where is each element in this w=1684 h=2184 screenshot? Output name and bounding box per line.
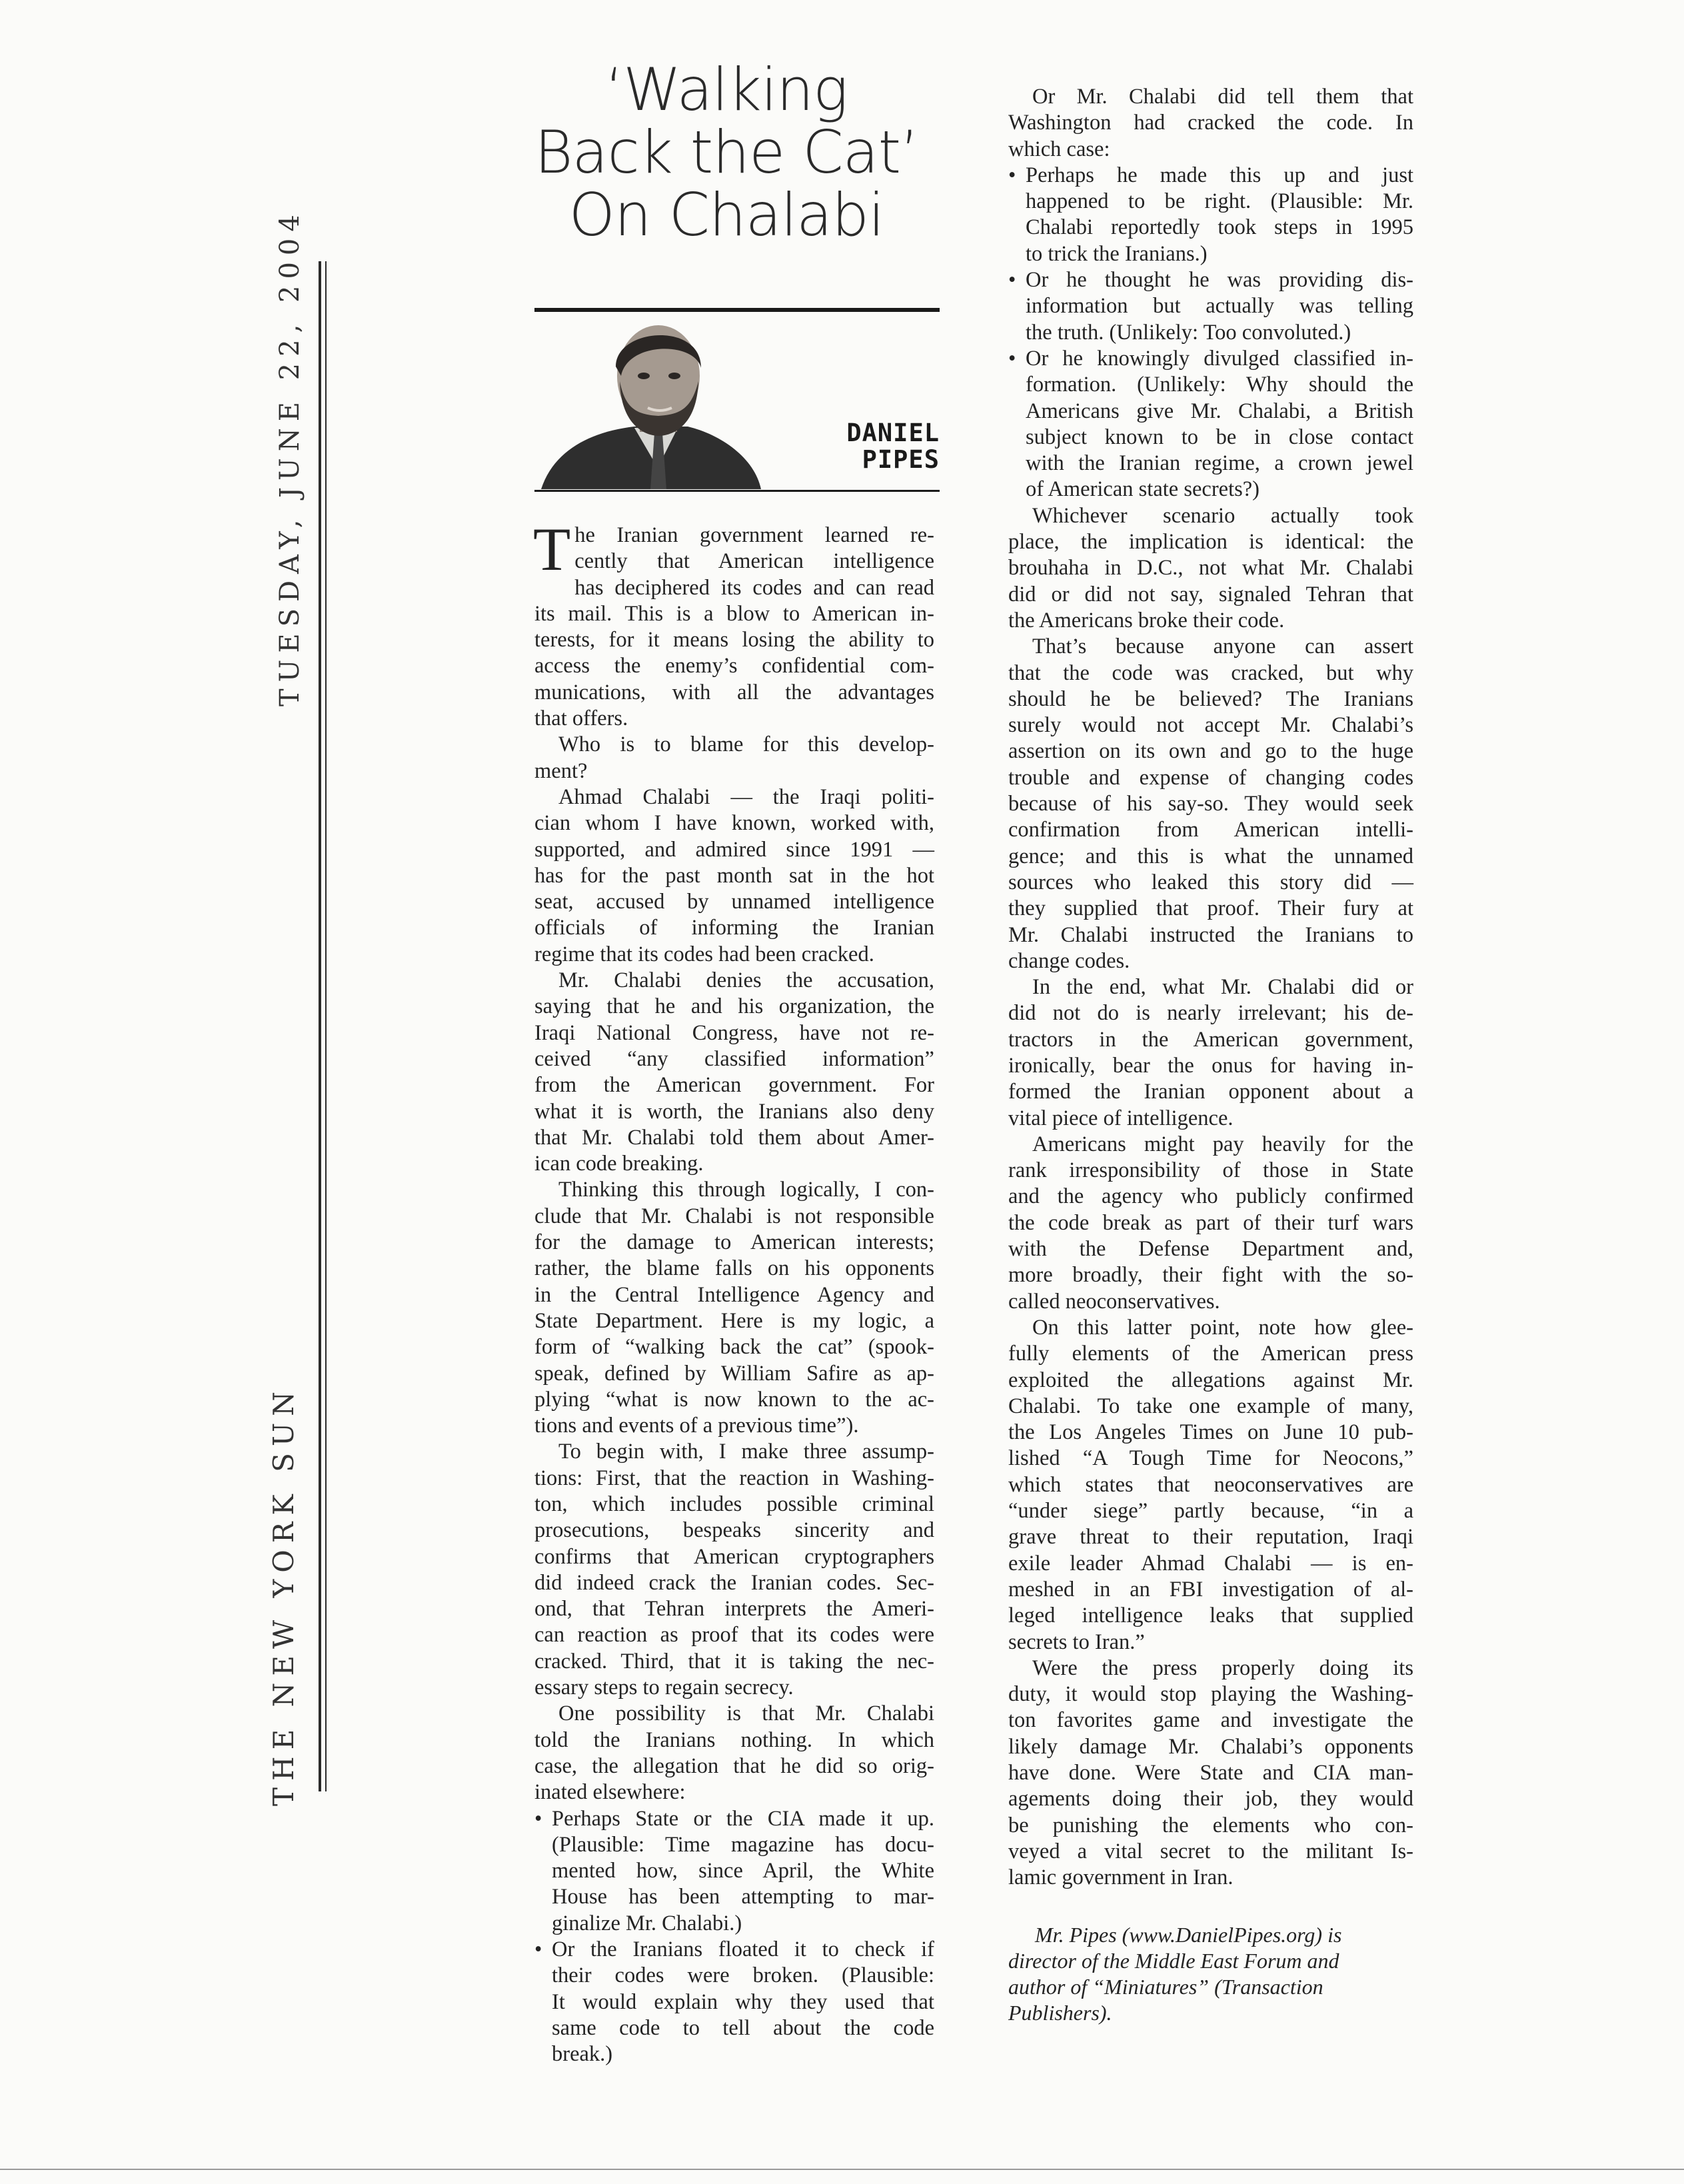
text-line: Mr. Chalabi instructed the Iranians to <box>1008 922 1413 947</box>
text-line: terests, for it means losing the ability to <box>534 628 934 652</box>
text-line: surely would not accept Mr. Chalabi’s <box>1008 713 1413 738</box>
author-last-name: PIPES <box>862 445 940 474</box>
text-line: trouble and expense of changing codes <box>1008 765 1413 790</box>
text-line: duty, it would stop playing the Washing- <box>1008 1682 1413 1707</box>
text-line: regime that its codes had been cracked. <box>534 942 874 966</box>
text-line: the Americans broke their code. <box>1008 608 1285 632</box>
text-line: and the agency who publicly confirmed <box>1008 1184 1413 1209</box>
author-portrait-icon <box>534 315 761 489</box>
text-line: tions: First, that the reaction in Washing- <box>534 1466 934 1490</box>
text-line: he Iranian government learned re- <box>574 523 934 547</box>
text-line: (Plausible: Time magazine has docu- <box>552 1832 934 1857</box>
text-line: change codes. <box>1008 948 1130 973</box>
text-line: for the damage to American interests; <box>534 1230 934 1255</box>
text-line: In the end, what Mr. Chalabi did or <box>1032 975 1413 1000</box>
text-line: Ahmad Chalabi — the Iraqi politi- <box>558 784 934 809</box>
text-line: Were the press properly doing its <box>1032 1655 1413 1680</box>
text-line: secrets to Iran.” <box>1008 1630 1145 1654</box>
bullet-line: • Or he thought he was providing dis- <box>1008 267 1413 293</box>
text-line: House has been attempting to mar- <box>552 1885 934 1909</box>
dropcap: T <box>533 515 571 583</box>
masthead-date: TUESDAY, JUNE 22, 2004 <box>275 208 305 706</box>
text-line: to trick the Iranians.) <box>1026 241 1208 266</box>
text-line: told the Iranians nothing. In which <box>534 1727 934 1752</box>
text-line: with the Defense Department and, <box>1008 1237 1413 1262</box>
text-line: place, the implication is identical: the <box>1008 530 1413 554</box>
headline-line-1: ‘Walking <box>605 55 848 124</box>
text-line: has deciphered its codes and can read <box>574 575 934 600</box>
text-line: information but actually was telling <box>1026 294 1413 319</box>
text-line: be punishing the elements who con- <box>1008 1813 1413 1837</box>
text-line: That’s because anyone can assert <box>1032 634 1413 659</box>
text-line: clude that Mr. Chalabi is not responsible <box>534 1204 934 1228</box>
text-line: fully elements of the American press <box>1008 1342 1413 1366</box>
text-line: form of “walking back the cat” (spook- <box>534 1335 934 1360</box>
text-line: from the American government. For <box>534 1073 934 1098</box>
text-line: lamic government in Iran. <box>1008 1865 1234 1890</box>
text-line: break.) <box>552 2042 613 2067</box>
text-line: ginalize Mr. Chalabi.) <box>552 1911 742 1935</box>
text-line: ton, which includes possible criminal <box>534 1492 934 1516</box>
text-line: Americans give Mr. Chalabi, a British <box>1026 399 1413 423</box>
author-first-name: DANIEL <box>846 419 940 447</box>
text-line: exile leader Ahmad Chalabi — is en- <box>1008 1551 1413 1576</box>
tagline-line: author of “Miniatures” (Transaction <box>1008 1975 1323 1999</box>
text-line: Americans might pay heavily for the <box>1032 1132 1413 1156</box>
text-line: It would explain why they used that <box>552 1989 934 2014</box>
headline <box>533 55 920 249</box>
masthead-paper: THE NEW YORK SUN <box>267 1384 300 1806</box>
text-line: plying “what is now known to the ac- <box>534 1387 934 1412</box>
text-line: their codes were broken. (Plausible: <box>552 1963 934 1988</box>
bullet-line: • Perhaps he made this up and just <box>1008 163 1413 189</box>
text-line: exploited the allegations against Mr. <box>1008 1368 1413 1392</box>
text-line: grave threat to their reputation, Iraqi <box>1008 1525 1413 1550</box>
text-line: Thinking this through logically, I con- <box>558 1178 934 1202</box>
author-byline <box>773 420 940 473</box>
article-column-left <box>533 515 934 2068</box>
text-line: that Mr. Chalabi told them about Amer- <box>534 1125 934 1150</box>
text-line: confirmation from American intelli- <box>1008 818 1413 842</box>
text-line: subject known to be in close contact <box>1026 425 1413 449</box>
tagline-line: Mr. Pipes (www.DanielPipes.org) is <box>1035 1923 1342 1947</box>
text-line: leged intelligence leaks that supplied <box>1008 1604 1413 1628</box>
margin-rule-inner <box>325 261 327 1791</box>
text-line: which case: <box>1008 137 1110 161</box>
text-line: On this latter point, note how glee- <box>1032 1315 1413 1340</box>
bullet-line: • Or he knowingly divulged classified in- <box>1008 346 1413 372</box>
text-line: munications, with all the advantages <box>534 680 934 704</box>
text-line: sources who leaked this story did — <box>1008 870 1413 894</box>
tagline-line: Publishers). <box>1008 2001 1112 2025</box>
text-line: Who is to blame for this develop- <box>558 732 934 757</box>
headline-line-2: Back the Cat’ <box>534 118 919 187</box>
text-line: meshed in an FBI investigation of al- <box>1008 1577 1413 1602</box>
text-line: ican code breaking. <box>534 1152 704 1176</box>
text-line: which states that neoconservatives are <box>1008 1472 1413 1497</box>
text-line: “under siege” partly because, “in a <box>1008 1499 1413 1524</box>
text-line: supported, and admired since 1991 — <box>534 837 934 862</box>
text-line: seat, accused by unnamed intelligence <box>534 890 934 914</box>
text-line: agements doing their job, they would <box>1008 1787 1413 1811</box>
text-line: essary steps to regain secrecy. <box>534 1675 794 1700</box>
bullet-line: • Or the Iranians floated it to check if <box>534 1937 934 1963</box>
text-line: did indeed crack the Iranian codes. Sec- <box>534 1570 934 1595</box>
text-line: gence; and this is what the unnamed <box>1008 844 1413 868</box>
text-line: rank irresponsibility of those in State <box>1008 1158 1413 1183</box>
tagline-line: director of the Middle East Forum and <box>1008 1949 1339 1973</box>
text-line: cently that American intelligence <box>574 549 934 574</box>
text-line: access the enemy’s confidential com- <box>534 654 934 678</box>
text-line: the truth. (Unlikely: Too convoluted.) <box>1026 320 1351 345</box>
text-line: Whichever scenario actually took <box>1032 503 1413 528</box>
text-line: tractors in the American government, <box>1008 1027 1413 1052</box>
text-line: have done. Were State and CIA man- <box>1008 1761 1413 1785</box>
text-line: vital piece of intelligence. <box>1008 1106 1234 1130</box>
article-column-right <box>1008 84 1413 1891</box>
text-line: did or did not say, signaled Tehran that <box>1008 582 1413 606</box>
text-line: One possibility is that Mr. Chalabi <box>558 1701 934 1726</box>
text-line: tions and events of a previous time”). <box>534 1414 859 1438</box>
text-line: Mr. Chalabi denies the accusation, <box>558 968 934 993</box>
text-line: the code break as part of their turf wars <box>1008 1210 1413 1235</box>
text-line: ironically, bear the onus for having in- <box>1008 1053 1413 1078</box>
text-line: Chalabi reportedly took steps in 1995 <box>1026 215 1413 240</box>
text-line: speak, defined by William Safire as ap- <box>534 1361 934 1386</box>
scan-edge-line <box>0 2169 1684 2170</box>
text-line: its mail. This is a blow to American in- <box>534 601 934 626</box>
text-line: cracked. Third, that it is taking the nec- <box>534 1649 934 1673</box>
text-line: called neoconservatives. <box>1008 1289 1220 1314</box>
text-line: Chalabi. To take one example of many, <box>1008 1394 1413 1418</box>
text-line: that offers. <box>534 706 628 731</box>
text-line: State Department. Here is my logic, a <box>534 1308 934 1333</box>
text-line: likely damage Mr. Chalabi’s opponents <box>1008 1734 1413 1759</box>
text-line: confirms that American cryptographers <box>534 1544 934 1569</box>
text-line: formed the Iranian opponent about a <box>1008 1080 1413 1104</box>
text-line: veyed a vital secret to the militant Is- <box>1008 1839 1413 1863</box>
text-line: has for the past month sat in the hot <box>534 863 934 888</box>
text-line: in the Central Intelligence Agency and <box>534 1282 934 1307</box>
text-line: with the Iranian regime, a crown jewel <box>1026 451 1413 476</box>
text-line: did not do is nearly irrelevant; his de- <box>1008 1001 1413 1026</box>
text-line: what it is worth, the Iranians also deny <box>534 1099 934 1124</box>
text-line: case, the allegation that he did so orig- <box>534 1753 934 1778</box>
text-line: officials of informing the Iranian <box>534 916 934 940</box>
text-line: saying that he and his organization, the <box>534 994 934 1019</box>
text-line: they supplied that proof. Their fury at <box>1008 896 1413 921</box>
text-line: ceived “any classified information” <box>534 1046 934 1071</box>
text-line: same code to tell about the code <box>552 2015 934 2040</box>
text-line: lished “A Tough Time for Neocons,” <box>1008 1446 1413 1471</box>
text-line: assertion on its own and go to the huge <box>1008 739 1413 764</box>
headline-line-3: On Chalabi <box>568 181 884 249</box>
text-line: formation. (Unlikely: Why should the <box>1026 373 1413 397</box>
text-line: mented how, since April, the White <box>552 1859 934 1883</box>
text-line: brouhaha in D.C., not what Mr. Chalabi <box>1008 556 1413 580</box>
text-line: because of his say-so. They would seek <box>1008 792 1413 816</box>
text-line: rather, the blame falls on his opponents <box>534 1256 934 1281</box>
text-line: Washington had cracked the code. In <box>1008 111 1413 135</box>
text-line: prosecutions, bespeaks sincerity and <box>534 1518 934 1543</box>
text-line: To begin with, I make three assump- <box>558 1440 934 1464</box>
text-line: ton favorites game and investigate the <box>1008 1708 1413 1733</box>
text-line: more broadly, their fight with the so- <box>1008 1263 1413 1288</box>
text-line: should he be believed? The Iranians <box>1008 686 1413 711</box>
text-line: of American state secrets?) <box>1026 477 1260 502</box>
text-line: happened to be right. (Plausible: Mr. <box>1026 189 1413 214</box>
text-line: Or Mr. Chalabi did tell them that <box>1032 85 1413 109</box>
text-line: ment? <box>534 758 588 783</box>
text-line: ond, that Tehran interprets the Ameri- <box>534 1597 934 1622</box>
text-line: can reaction as proof that its codes were <box>534 1623 934 1647</box>
text-line: cian whom I have known, worked with, <box>534 811 934 836</box>
text-line: inated elsewhere: <box>534 1780 686 1805</box>
byline-rule <box>534 490 940 492</box>
text-line: the Los Angeles Times on June 10 pub- <box>1008 1420 1413 1445</box>
headline-rule <box>534 308 940 312</box>
text-line: that the code was cracked, but why <box>1008 660 1413 685</box>
text-line: Iraqi National Congress, have not re- <box>534 1020 934 1045</box>
bullet-line: • Perhaps State or the CIA made it up. <box>534 1806 934 1832</box>
margin-rule-outer <box>319 261 321 1791</box>
author-photo <box>534 315 761 489</box>
author-tagline <box>1008 1922 1413 2026</box>
